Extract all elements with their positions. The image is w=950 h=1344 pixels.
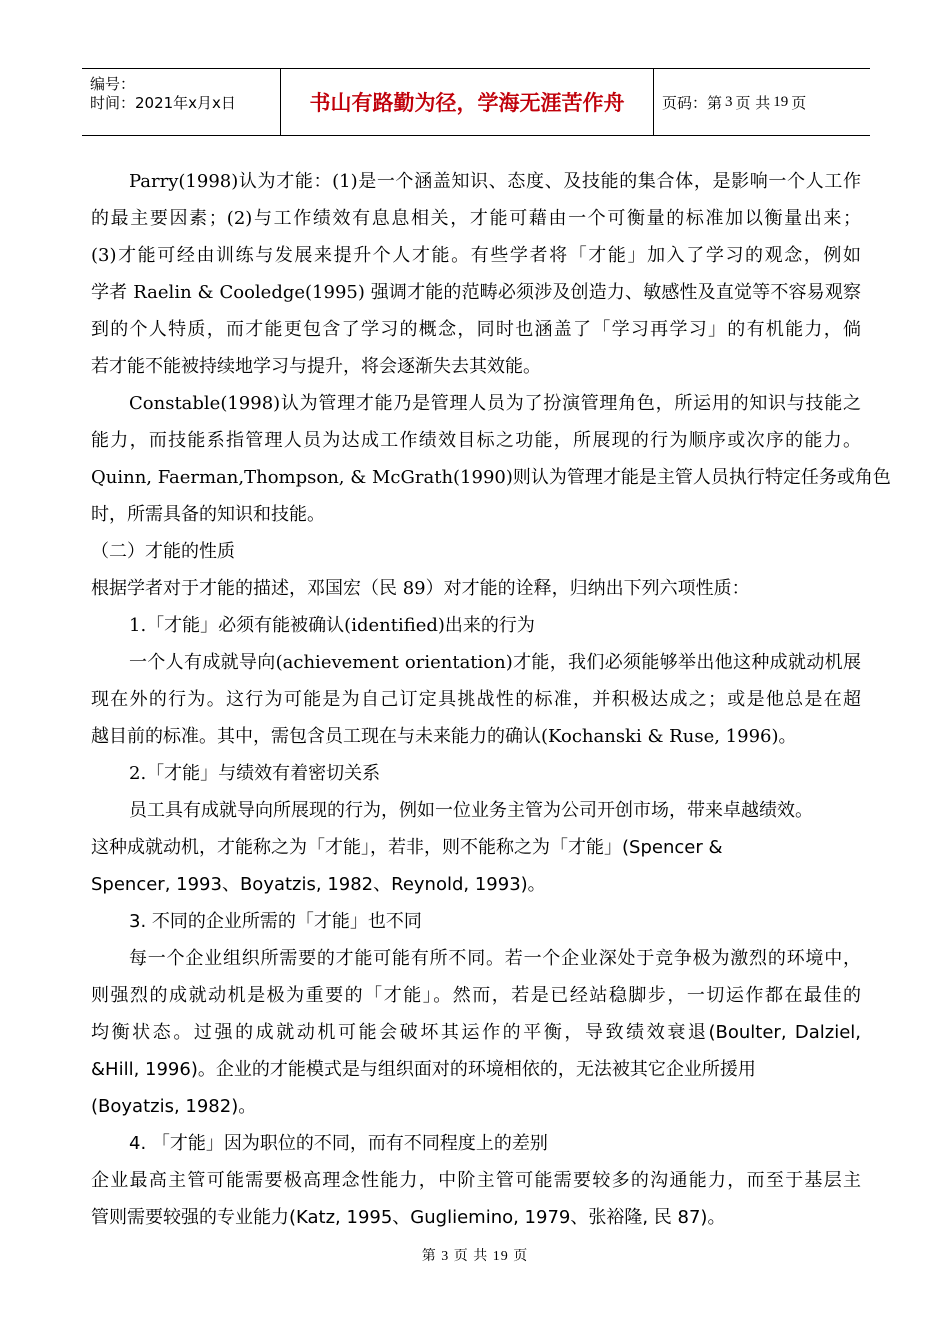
body-line: 时，所需具备的知识和技能。: [91, 504, 325, 525]
header-meta: [82, 69, 281, 135]
body-line: Constable(1998)认为管理才能乃是管理人员为了扮演管理角色，所运用的知识与技能之: [129, 393, 861, 414]
body-line: Spencer, 1993、Boyatzis, 1982、Reynold, 1993)。: [91, 874, 546, 895]
header-page-info: [654, 69, 870, 135]
page-current: 3: [725, 93, 733, 110]
body-line: 越目前的标准。其中，需包含员工现在与未来能力的确认(Kochanski & Ruse, 1996)。: [91, 726, 797, 747]
page-total: 19: [773, 93, 789, 110]
body-line: 学者 Raelin & Cooledge(1995) 强调才能的范畴必须涉及创造力、敏感性及直觉等不容易观察: [91, 282, 861, 303]
body-line: 员工具有成就导向所展现的行为，例如一位业务主管为公司开创市场，带来卓越绩效。: [129, 800, 813, 821]
body-line: Parry(1998)认为才能：(1)是一个涵盖知识、态度、及技能的集合体，是影响一个人工作: [129, 171, 861, 192]
body-line: Quinn, Faerman,Thompson, & McGrath(1990)则认为管理才能是主管人员执行特定任务或角色: [91, 467, 891, 488]
page-middle: 页 共: [735, 93, 771, 112]
body-line: 管则需要较强的专业能力(Katz, 1995、Gugliemino, 1979、张裕隆, 民 87)。: [91, 1207, 726, 1228]
body-line: 根据学者对于才能的描述，邓国宏（民 89）对才能的诠释，归纳出下列六项性质：: [91, 578, 750, 599]
list-heading: 4. 「才能」因为职位的不同，而有不同程度上的差别: [129, 1133, 548, 1154]
body-line: (Boyatzis, 1982)。: [91, 1096, 257, 1117]
body-line: 每一个企业组织所需要的才能可能有所不同。若一个企业深处于竞争极为激烈的环境中，: [129, 948, 861, 969]
body-line: 现在外的行为。这行为可能是为自己订定具挑战性的标准，并积极达成之；或是他总是在超: [91, 689, 861, 710]
body-line: 若才能不能被持续地学习与提升，将会逐渐失去其效能。: [91, 356, 541, 377]
body-line: 到的个人特质，而才能更包含了学习的概念，同时也涵盖了「学习再学习」的有机能力，倘: [91, 319, 861, 340]
body-line: 的最主要因素；(2)与工作绩效有息息相关，才能可藉由一个可衡量的标准加以衡量出来；: [91, 208, 861, 229]
document-body: [91, 163, 891, 1236]
list-heading: 1.「才能」必须有能被确认(identified)出来的行为: [129, 615, 535, 636]
body-line: 则强烈的成就动机是极为重要的「才能」。然而，若是已经站稳脚步，一切运作都在最佳的: [91, 985, 861, 1006]
body-line: 企业最高主管可能需要极高理念性能力，中阶主管可能需要较多的沟通能力，而至于基层主: [91, 1170, 861, 1191]
page-footer: 第 3 页 共 19 页: [421, 1249, 529, 1264]
body-line: (3)才能可经由训练与发展来提升个人才能。有些学者将「才能」加入了学习的观念，例如: [91, 245, 861, 266]
page-suffix: 页: [791, 93, 807, 112]
page-prefix: 页码：第: [662, 93, 723, 112]
header-motto: 书山有路勤为径，学海无涯苦作舟: [281, 69, 654, 135]
body-line: &Hill, 1996)。企业的才能模式是与组织面对的环境相依的，无法被其它企业所援用: [91, 1059, 756, 1080]
body-line: 一个人有成就导向(achievement orientation)才能，我们必须能够举出他这种成就动机展: [129, 652, 861, 673]
body-line: 均衡状态。过强的成就动机可能会破坏其运作的平衡，导致绩效衰退(Boulter, Dalziel,: [91, 1022, 861, 1043]
page-header: [82, 68, 870, 136]
document-date: 时间：2021年x月x日: [90, 94, 236, 112]
list-heading: 2.「才能」与绩效有着密切关系: [129, 763, 381, 784]
body-line: 能力，而技能系指管理人员为达成工作绩效目标之功能，所展现的行为顺序或次序的能力。: [91, 430, 861, 451]
document-number-label: 编号：: [90, 75, 136, 93]
body-line: 这种成就动机，才能称之为「才能」，若非，则不能称之为「才能」(Spencer &: [91, 837, 723, 858]
section-heading: （二）才能的性质: [91, 541, 235, 562]
list-heading: 3. 不同的企业所需的「才能」也不同: [129, 911, 422, 932]
